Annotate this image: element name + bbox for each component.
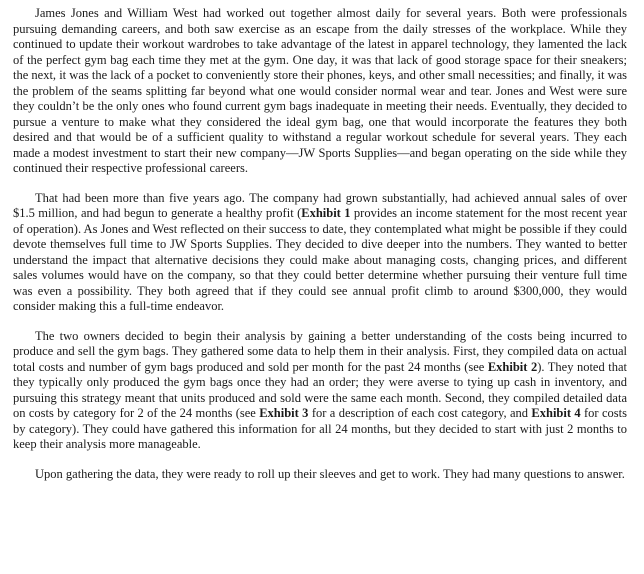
paragraph-3-text-c: for a description of each cost category, and: [308, 406, 532, 420]
paragraph-2-text-b: provides an income statement for the most recent year of operation). As Jones and West reflected on their success to date, they contemplated what might be possible if they could devote themselves full time to JW Sports Supplies. They decided to dive deeper into the numbers. They wanted to better understand the impact that alternative decisions they could make about managing costs, changing prices, and different sales volumes would have on the company, so that they could better determine whether pursuing their venture full time was even a possibility. They both agreed that if they could see annual profit climb to around $300,000, they would consider making this a full-time endeavor.: [13, 206, 627, 313]
exhibit-2-reference: Exhibit 2: [487, 359, 538, 374]
paragraph-closing: [13, 467, 627, 483]
paragraph-growth: [13, 191, 627, 315]
exhibit-4-reference: Exhibit 4: [531, 406, 581, 420]
exhibit-1-reference: Exhibit 1: [301, 206, 351, 220]
paragraph-2-text-a: That had been more than five years ago. The company had grown substantially, had achieved annual sales of over $1.5 million, and had begun to generate a healthy profit (: [13, 190, 627, 220]
paragraph-3-text-b: ). They noted that they typically only produced the gym bags once they had an order; they were averse to tying up cash in inventory, and pursuing this strategy meant that units produced and sold were the same each month. Second, they compiled detailed data on costs by category for 2 of the 24 months (see: [13, 359, 627, 420]
case-document: [13, 6, 627, 496]
paragraph-analysis: [13, 329, 627, 453]
paragraph-intro: [13, 6, 627, 177]
exhibit-3-reference: Exhibit 3: [259, 406, 309, 420]
paragraph-3-text-d: for costs by category). They could have gathered this information for all 24 months, but they decided to start with just 2 months to keep their analysis more manageable.: [13, 406, 627, 451]
paragraph-3-text-a: The two owners decided to begin their analysis by gaining a better understanding of the costs being incurred to produce and sell the gym bags. They gathered some data to help them in their analysis. First, they compiled data on actual total costs and number of gym bags produced and sold per month for the past 24 months (see: [13, 328, 627, 374]
paragraph-1-text: James Jones and William West had worked out together almost daily for several years. Both were professionals pursuing demanding careers, and both saw exercise as an escape from the daily stresses of the workplace. While they continued to update their workout wardrobes to take advantage of the latest in apparel technology, they lamented the lack of the perfect gym bag each time they met at the gym. One day, it was that lack of good storage space for their sneakers; the next, it was the lack of a pocket to conveniently store their phones, keys, and other small necessities; and finally, it was the problem of the seams splitting far beyond what one would consider normal wear and tear. Jones and West were sure they couldn’t be the only ones who found current gym bags inadequate in meeting their needs. Eventually, they decided to pursue a venture to make what they considered the ideal gym bag, one that would incorporate the features they both desired and that would be of a sufficient quality to withstand a regular workout schedule for several years. They each made a modest investment to start their new company—JW Sports Supplies—and began operating on the side while they continued their respective professional careers.: [13, 6, 627, 175]
paragraph-4-text: Upon gathering the data, they were ready to roll up their sleeves and get to work. They had many questions to answer.: [35, 466, 625, 481]
